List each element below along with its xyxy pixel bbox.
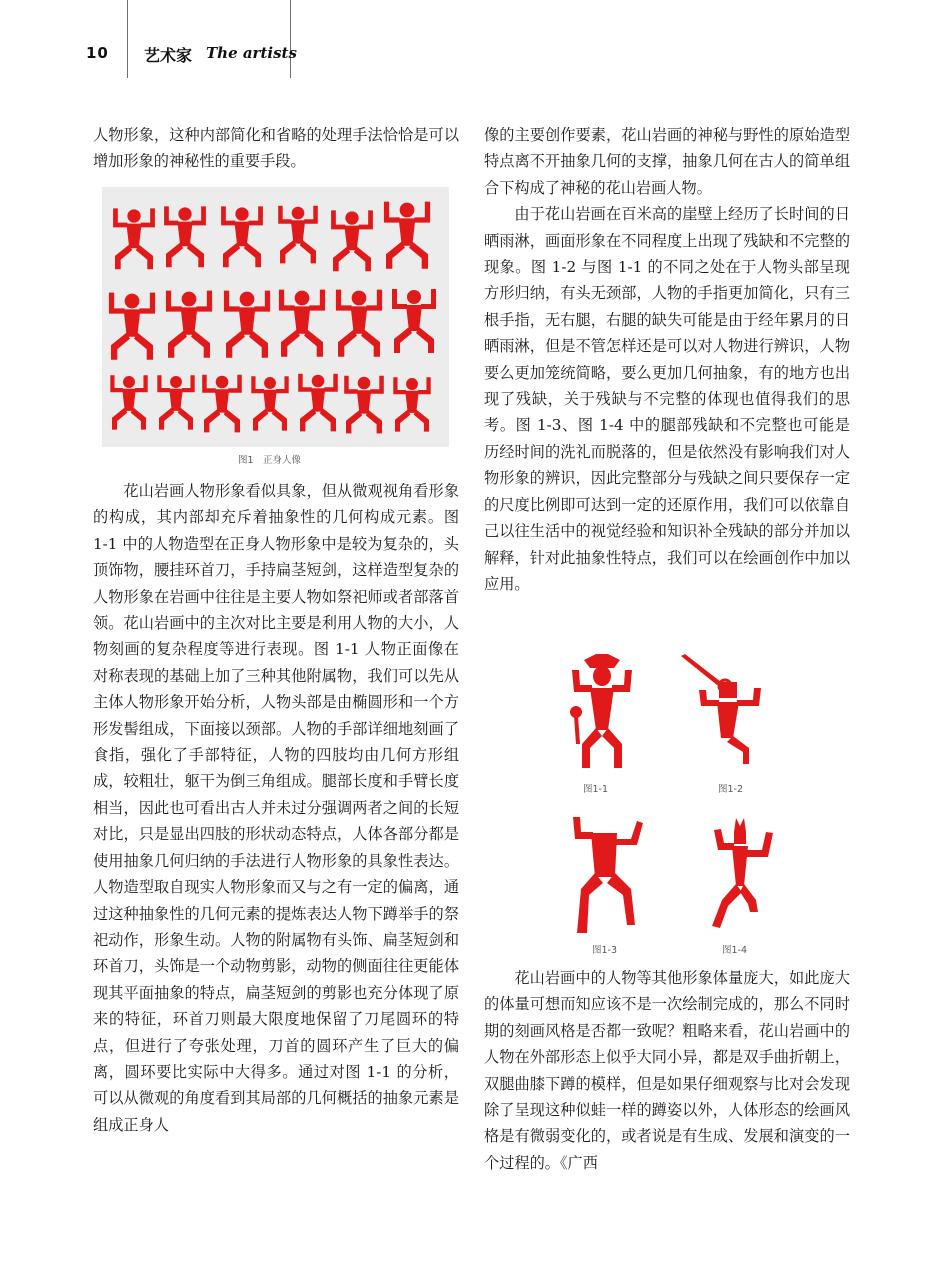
page-number: 10 [86,44,109,62]
figure-1-2-image [675,652,775,767]
right-paragraph-2: 由于花山岩画在百米高的崖壁上经历了长时间的日晒雨淋，画面形象在不同程度上出现了残缺和不完整的现象。图 1-2 与图 1-1 的不同之处在于人物头部呈现方形归纳，有头无颈部，人物的手指更加简化，只有三根手指，无右腿，右腿的缺失可能是由于经年累月的日晒雨淋，但是不管怎样还是可以对人物进行辨识，人物要么更加笼统简略，要么更加几何抽象，有的地方也出现了残缺，关于残缺与不完整的体现也值得我们的思考。图 1-3、图 1-4 中的腿部残缺和不完整也可能是历经时间的洗礼而脱落的，但是依然没有影响我们对人物形象的辨识，因此完整部分与残缺之间只要保存一定的尺度比例即可达到一定的还原作用，我们可以依靠自己以往生活中的视觉经验和知识补全残缺的部分并加以解释，针对此抽象性特点，我们可以在绘画创作中加以应用。 [484,205,850,593]
figure-1-1-image [562,652,642,772]
left-column-top [93,122,459,175]
figure-1-image [102,187,449,447]
header-divider-left [127,0,128,78]
figure-1-1-caption: 图1-1 [583,784,609,795]
magazine-title-cn: 艺术家 [144,46,193,65]
figure-1-4-caption: 图1-4 [722,945,748,956]
figure-1-rock-art-figures [109,202,436,434]
right-column-bottom [484,965,850,1176]
figure-1-3-caption: 图1-3 [592,945,618,956]
figure-1-caption: 图1 正身人像 [238,455,302,466]
magazine-title-en: The artists [206,44,297,62]
left-paragraph-2: 花山岩画人物形象看似具象，但从微观视角看形象的构成，其内部却充斥着抽象性的几何构成元素。图 1-1 中的人物造型在正身人物形象中是较为复杂的，头顶饰物，腰挂环首刀，手持扁茎短剑，这样造型复杂的人物形象在岩画中往往是主要人物如祭祀师或者部落首领。花山岩画中的主次对比主要是利用人物的大小，人物刻画的复杂程度等进行表现。图 1-1 人物正面像在对称表现的基础上加了三种其他附属物，我们可以先从主体人物形象开始分析，人物头部是由椭圆形和一个方形发髻组成，下面接以颈部。人物的手部详细地刻画了食指，强化了手部特征，人物的四肢均由几何方形组成，较粗壮，躯干为倒三角组成。腿部长度和手臂长度相当，因此也可看出古人并未过分强调两者之间的长短对比，只是显出四肢的形状动态特点，人体各部分都是使用抽象几何归纳的手法进行人物形象的具象性表达。人物造型取自现实人物形象而又与之有一定的偏离，通过这种抽象性的几何元素的提炼表达人物下蹲举手的祭祀动作，形象生动。人物的附属物有头饰、扁茎短剑和环首刀，头饰是一个动物剪影，动物的侧面往往更能体现其平面抽象的特点，扁茎短剑的剪影也充分体现了原来的特征，环首刀则最大限度地保留了刀尾圆环的特点，但进行了夸张处理，刀首的圆环产生了巨大的偏离，圆环要比实际中大得多。通过对图 1-1 的分析，可以从微观的角度看到其局部的几何概括的抽象元素是组成正身人 [93,482,459,1134]
right-column-top [484,122,850,597]
figure-1-4-image [700,816,780,941]
header-divider-right [290,0,291,78]
right-paragraph-3: 花山岩画中的人物等其他形象体量庞大，如此庞大的体量可想而知应该不是一次绘制完成的，那么不同时期的刻画风格是否都一致呢？粗略来看，花山岩画中的人物在外部形态上似乎大同小异，都是双手曲折朝上，双腿曲膝下蹲的模样，但是如果仔细观察与比对会发现除了呈现这种似蛙一样的蹲姿以外，人体形态的绘画风格是有微弱变化的，或者说是有生成、发展和演变的一个过程的。《广西 [484,969,850,1172]
figure-1-2-caption: 图1-2 [718,784,744,795]
right-paragraph-1: 像的主要创作要素，花山岩画的神秘与野性的原始造型特点离不开抽象几何的支撑，抽象几何在古人的简单组合下构成了神秘的花山岩画人物。 [484,126,850,197]
left-paragraph-1: 人物形象，这种内部简化和省略的处理手法恰恰是可以增加形象的神秘性的重要手段。 [93,126,459,171]
figure-1-3-image [565,813,655,938]
left-column-bottom [93,478,459,1138]
